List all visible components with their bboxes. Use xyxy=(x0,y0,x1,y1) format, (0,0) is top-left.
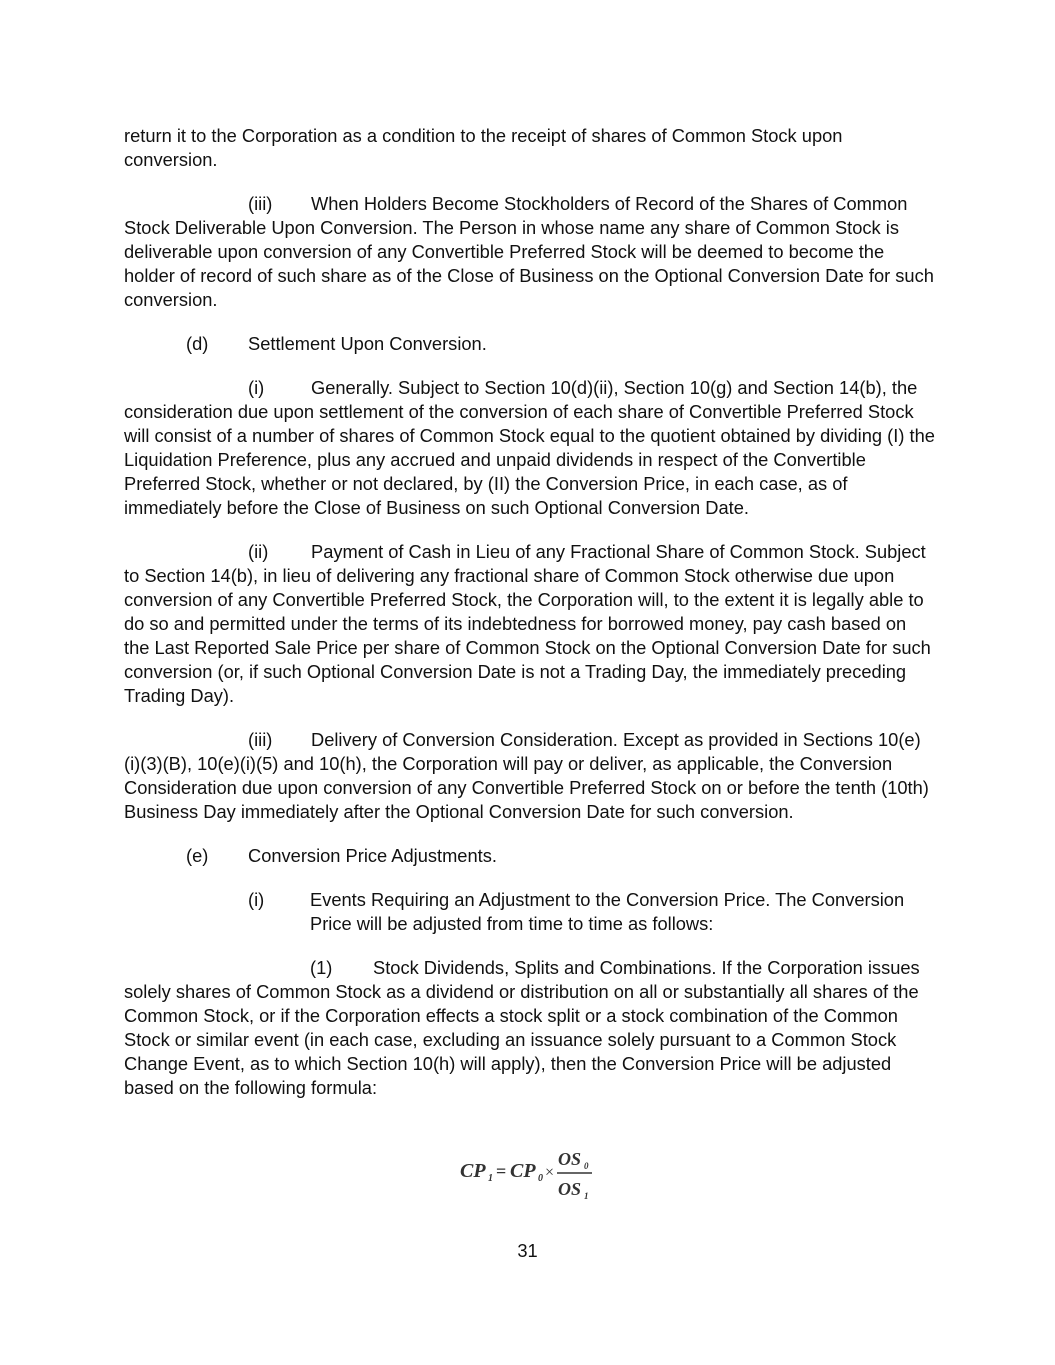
section-heading-text: Settlement Upon Conversion. xyxy=(248,333,487,354)
paragraph-text: Events Requiring an Adjustment to the Conversion Price. The Conversion Price will be adjusted from time to time as follows: xyxy=(310,889,905,934)
document-body xyxy=(124,124,936,1100)
paragraph-text: When Holders Become Stockholders of Record of the Shares of Common Stock Deliverable Upon Conversion. The Person in whose name any share of Common Stock is deliverable upon conversion of any Convertible Preferred Stock will be deemed to become the holder of record of such share as of the Close of Business on the Optional Conversion Date for such conversion. xyxy=(124,193,934,310)
section-label: (i) xyxy=(248,377,265,398)
section-label: (1) xyxy=(310,957,333,978)
formula-rhs: CP xyxy=(510,1160,536,1182)
section-heading-text: Conversion Price Adjustments. xyxy=(248,845,497,866)
formula-rhs-subscript: 0 xyxy=(538,1173,543,1184)
paragraph-e-i-1 xyxy=(124,956,936,1100)
section-e-heading xyxy=(124,844,936,868)
formula-numerator: OS xyxy=(558,1149,582,1169)
formula-denominator-subscript: 1 xyxy=(584,1191,589,1201)
paragraph-d-iii xyxy=(124,728,936,824)
paragraph-text: Stock Dividends, Splits and Combinations. If the Corporation issues solely shares of Common Stock as a dividend or distribution on all or substantially all shares of the Common Stock, or if the Corporation effects a stock split or a stock combination of the Common Stock or similar event (in each case, excluding an issuance solely pursuant to a Common Stock Change Event, as to which Section 10(h) will apply), then the Conversion Price will be adjusted based on the following formula: xyxy=(124,957,920,1098)
formula-denominator: OS xyxy=(558,1179,582,1199)
paragraph-text: return it to the Corporation as a condition to the receipt of shares of Common Stock upon conversion. xyxy=(124,125,843,170)
paragraph-continuation xyxy=(124,124,936,172)
paragraph-text: Delivery of Conversion Consideration. Except as provided in Sections 10(e)(i)(3)(B), 10(e)(i)(5) and 10(h), the Corporation will pay or deliver, as applicable, the Conversion Consideration due upon conversion of any Convertible Preferred Stock on or before the tenth (10th) Business Day immediately after the Optional Conversion Date for such conversion. xyxy=(124,729,929,822)
page-number: 31 xyxy=(517,1240,538,1261)
section-label: (e) xyxy=(186,845,209,866)
formula-equals: = xyxy=(496,1161,507,1181)
paragraph-text: Payment of Cash in Lieu of any Fractional Share of Common Stock. Subject to Section 14(b), in lieu of delivering any fractional share of Common Stock otherwise due upon conversion of any Convertible Preferred Stock, the Corporation will, to the extent it is legally able to do so and permitted under the terms of its indebtedness for borrowed money, pay cash based on the Last Reported Sale Price per share of Common Stock on the Optional Conversion Date for such conversion (or, if such Optional Conversion Date is not a Trading Day, the immediately preceding Trading Day). xyxy=(124,541,931,706)
formula-times: × xyxy=(545,1164,555,1181)
formula-lhs: CP xyxy=(460,1160,486,1182)
paragraph-d-i xyxy=(124,376,936,520)
section-d-heading xyxy=(124,332,936,356)
formula-numerator-subscript: 0 xyxy=(584,1161,589,1171)
section-label: (ii) xyxy=(248,541,269,562)
conversion-price-formula xyxy=(458,1143,608,1203)
paragraph-c-iii xyxy=(124,192,936,312)
paragraph-d-ii xyxy=(124,540,936,708)
paragraph-text: Generally. Subject to Section 10(d)(ii), Section 10(g) and Section 14(b), the consideration due upon settlement of the conversion of each share of Convertible Preferred Stock will consist of a number of shares of Common Stock equal to the quotient obtained by dividing (I) the Liquidation Preference, plus any accrued and unpaid dividends in respect of the Convertible Preferred Stock, whether or not declared, by (II) the Conversion Price, in each case, as of immediately before the Close of Business on such Optional Conversion Date. xyxy=(124,377,935,518)
section-label: (d) xyxy=(186,333,209,354)
paragraph-e-i xyxy=(124,888,936,936)
section-label: (iii) xyxy=(248,193,273,214)
section-label: (i) xyxy=(248,889,265,910)
formula-lhs-subscript: 1 xyxy=(488,1173,493,1184)
section-label: (iii) xyxy=(248,729,273,750)
